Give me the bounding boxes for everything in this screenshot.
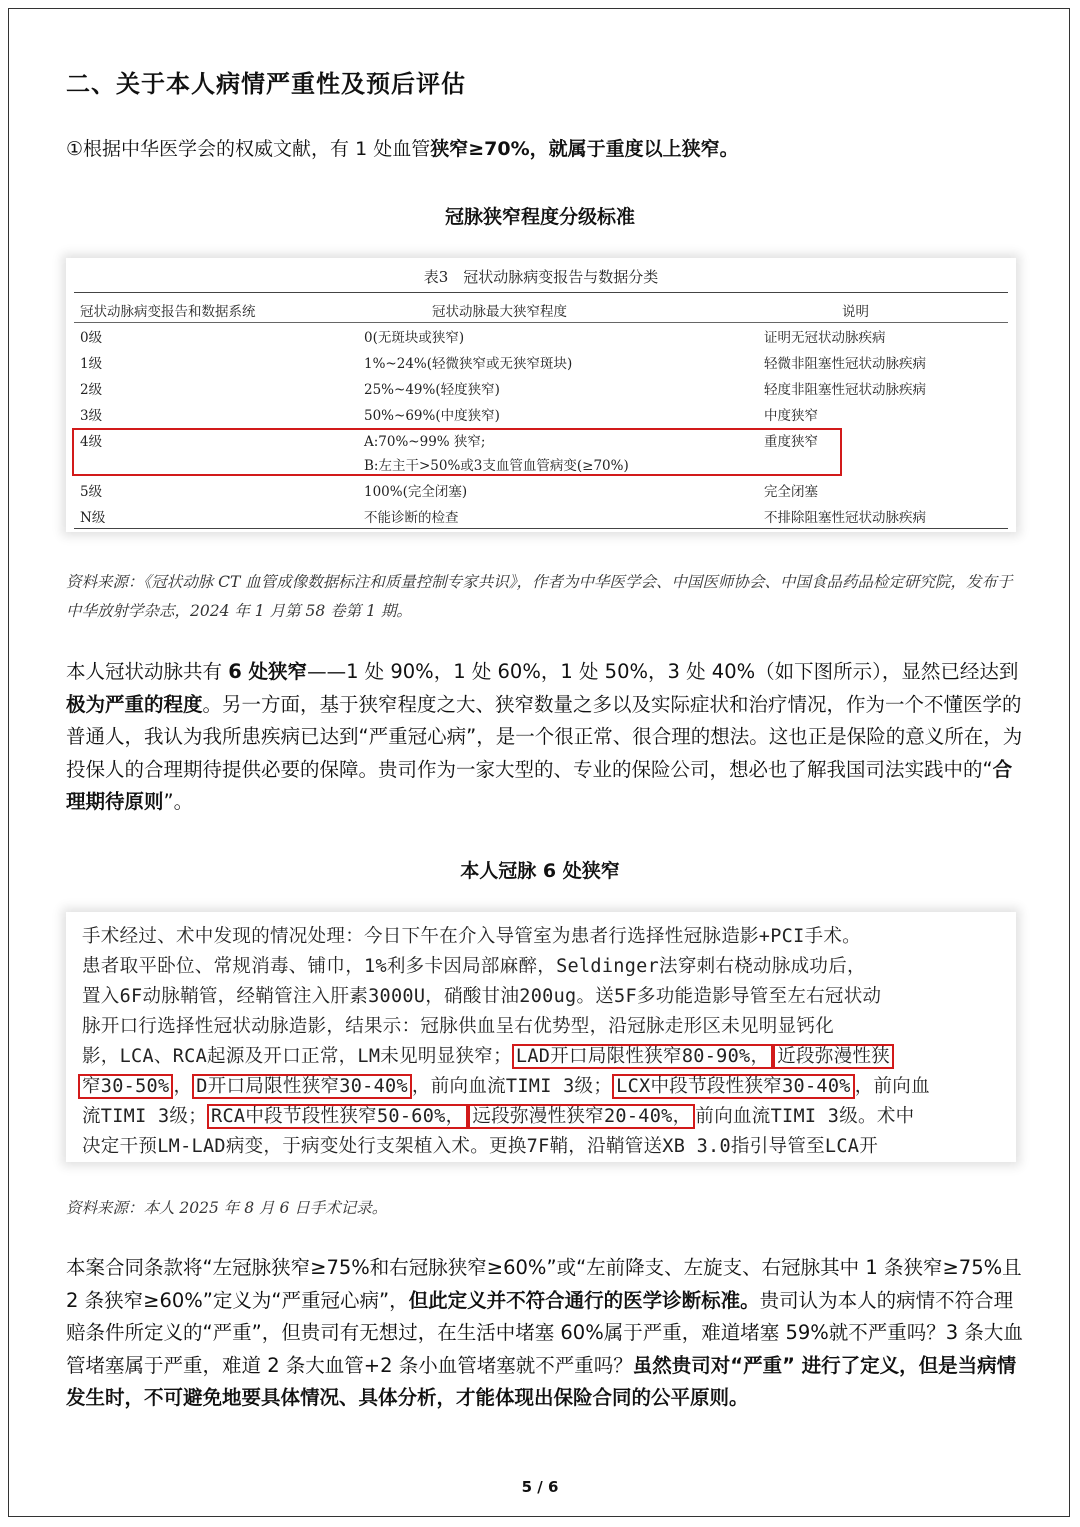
cell-grade: 5级 <box>80 484 103 500</box>
highlight-box <box>72 428 842 476</box>
para1-text: 。另一方面，基于狭窄程度之大、狭窄数量之多以及实际症状和治疗情况，作为一个不懂医学的普通人，我认为我所患疾病已达到“严重冠心病”，是一个很正常、很合理的想法。这也正是保险的意义所在，为投保人的合理期待提供必要的保障。贵司作为一家大型的、专业的保险公司，想必也了解我国司法实践中的“ <box>66 692 1023 781</box>
cell-degree: A:70%~99% 狭窄; <box>364 434 486 450</box>
cell-degree: 0(无斑块或狭窄) <box>364 330 465 346</box>
stenosis-highlight: 窄30-50% <box>78 1074 173 1099</box>
record-line <box>82 1102 914 1128</box>
paragraph-2 <box>66 1252 1026 1415</box>
para2-text: 本案合同条款将“左冠脉狭窄≥75%和右冠脉狭窄≥60%”或“左前降支、左旋支、右冠脉其中 1 条狭窄≥75%且 2 条狭窄≥60%”定义为“严重冠心病”， <box>66 1256 1022 1312</box>
cell-note: 轻度非阻塞性冠状动脉疾病 <box>764 382 926 398</box>
source-note-2: 资料来源：本人 2025 年 8 月 6 日手术记录。 <box>66 1199 388 1217</box>
record-line: 患者取平卧位、常规消毒、铺巾，1%利多卡因局部麻醉，Seldinger法穿刺右桡动脉成功后， <box>82 956 866 977</box>
cell-grade: 1级 <box>80 356 103 372</box>
point-1 <box>66 134 739 161</box>
stenosis-highlight: 近段弥漫性狭 <box>773 1044 894 1069</box>
cell-note: 重度狭窄 <box>764 434 818 450</box>
grading-table <box>66 258 1016 532</box>
para1-text: 本人冠状动脉共有 <box>66 660 229 683</box>
cell-note: 不排除阻塞性冠状动脉疾病 <box>764 510 926 526</box>
cell-degree: 50%~69%(中度狭窄) <box>364 408 500 424</box>
record-text: 影，LCA、RCA起源及开口正常，LM未见明显狭窄； <box>82 1046 512 1067</box>
para2-bold: 但此定义并不符合通行的医学诊断标准。 <box>408 1288 760 1312</box>
para2-text: 贵司认为本人的病情不符合理赔条件所定义的“严重”，但贵司有无想过，在生活中堵塞 60%属于严重，难道堵塞 59%就不严重吗？3 条大血管堵塞属于严重，难道 2 条大血管+2 条小血管堵塞就不严重吗？ <box>66 1288 1023 1377</box>
table-row <box>80 404 1008 428</box>
cell-degree: 25%~49%(轻度狭窄) <box>364 382 500 398</box>
record-line <box>82 1042 894 1068</box>
table-row <box>80 480 1008 504</box>
table-row <box>80 326 1008 350</box>
table-header-row <box>80 300 1008 324</box>
para1-text: ——1 处 90%，1 处 60%，1 处 50%，3 处 40%（如下图所示），显然已经达到 <box>307 660 1019 683</box>
record-text: 流TIMI 3级； <box>82 1106 208 1127</box>
cell-degree: 不能诊断的检查 <box>364 510 459 526</box>
cell-note: 轻微非阻塞性冠状动脉疾病 <box>764 356 926 372</box>
stenosis-highlight: LCX中段节段性狭窄30-40% <box>612 1074 855 1099</box>
table-rule-header <box>74 322 1008 323</box>
point-1-bold: 狭窄≥70%，就属于重度以上狭窄。 <box>430 138 739 160</box>
header-note: 说明 <box>842 304 869 320</box>
surgery-record-image <box>66 912 1016 1162</box>
record-line: 置入6F动脉鞘管，经鞘管注入肝素3000U，硝酸甘油200ug。送5F多功能造影导管至左右冠状动 <box>82 986 882 1007</box>
record-line: 脉开口行选择性冠状动脉造影，结果示：冠脉供血呈右优势型，沿冠脉走形区未见明显钙化 <box>82 1016 835 1037</box>
cell-degree: 1%~24%(轻微狭窄或无狭窄斑块) <box>364 356 573 372</box>
cell-grade: 2级 <box>80 382 103 398</box>
paragraph-1 <box>66 656 1026 819</box>
cell-grade: 3级 <box>80 408 103 424</box>
cell-degree: 100%(完全闭塞) <box>364 484 468 500</box>
cell-grade: 4级 <box>80 434 103 450</box>
stenosis-highlight: RCA中段节段性狭窄50-60%， <box>207 1104 468 1129</box>
cell-note: 完全闭塞 <box>764 484 818 500</box>
para1-bold: 6 处狭窄 <box>228 660 308 683</box>
source-note-1: 资料来源：《冠状动脉 CT 血管成像数据标注和质量控制专家共识》，作者为中华医学会、中国医师协会、中国食品药品检定研究院，发布于中华放射学杂志，2024 年 1 月第 58 卷第 1 期。 <box>66 573 1013 620</box>
table-rule-bottom <box>74 528 1008 529</box>
record-line: 决定干预LM-LAD病变，于病变处行支架植入术。更换7F鞘，沿鞘管送XB 3.0指引导管至LCA开 <box>82 1136 879 1157</box>
table-row <box>80 378 1008 402</box>
table-title: 表3 冠状动脉病变报告与数据分类 <box>423 268 659 286</box>
surgery-caption: 本人冠脉 6 处狭窄 <box>460 860 620 882</box>
point-1-text: ①根据中华医学会的权威文献，有 1 处血管 <box>66 138 431 160</box>
table-row <box>80 506 1008 530</box>
header-degree: 冠状动脉最大狭窄程度 <box>432 304 567 320</box>
para1-bold: 极为严重的程度 <box>66 692 203 716</box>
record-line <box>78 1072 930 1098</box>
section-title: 二、关于本人病情严重性及预后评估 <box>66 70 466 98</box>
para1-bold: 合理期待原则 <box>66 757 1013 813</box>
para1-text: ”。 <box>163 790 194 813</box>
record-text: 前向血流TIMI 3级。术中 <box>695 1106 915 1127</box>
page-number: 5 / 6 <box>521 1478 559 1496</box>
stenosis-highlight: D开口局限性狭窄30-40% <box>192 1074 412 1099</box>
para2-bold: 虽然贵司对“严重” 进行了定义，但是当病情发生时，不可避免地要具体情况、具体分析，才能体现出保险合同的公平原则。 <box>66 1353 1017 1409</box>
cell-grade: N级 <box>80 510 106 526</box>
record-text: ，前向血 <box>854 1076 930 1097</box>
stenosis-highlight: LAD开口局限性狭窄80-90%， <box>512 1044 773 1069</box>
table-rule-top <box>74 292 1008 293</box>
table-row <box>80 352 1008 376</box>
cell-note: 中度狭窄 <box>764 408 818 424</box>
table-caption: 冠脉狭窄程度分级标准 <box>444 206 635 228</box>
stenosis-highlight: 远段弥漫性狭窄20-40%， <box>468 1104 695 1129</box>
cell-note: 证明无冠状动脉疾病 <box>764 330 886 346</box>
record-text: ， <box>173 1076 193 1097</box>
cell-degree-b: B:左主干>50%或3支血管血管病变(≥70%) <box>364 458 629 474</box>
record-line: 手术经过、术中发现的情况处理：今日下午在介入导管室为患者行选择性冠脉造影+PCI手术。 <box>82 926 861 947</box>
cell-grade: 0级 <box>80 330 103 346</box>
record-text: ，前向血流TIMI 3级； <box>411 1076 613 1097</box>
header-system: 冠状动脉病变报告和数据系统 <box>80 304 256 320</box>
